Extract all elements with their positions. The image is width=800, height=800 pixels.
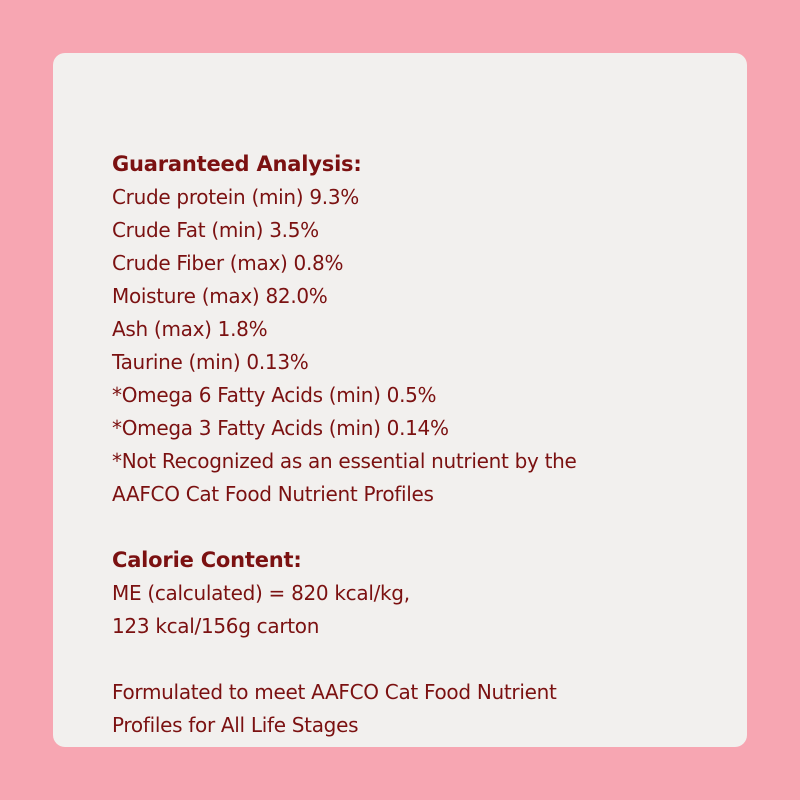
nutrition-card xyxy=(53,53,747,747)
analysis-footnote-line-2: AAFCO Cat Food Nutrient Profiles xyxy=(112,482,434,506)
calorie-line-carton: 123 kcal/156g carton xyxy=(112,614,320,638)
analysis-line-ash: Ash (max) 1.8% xyxy=(112,317,268,341)
calorie-line-me: ME (calculated) = 820 kcal/kg, xyxy=(112,581,410,605)
aafco-statement-line-1: Formulated to meet AAFCO Cat Food Nutrient xyxy=(112,680,557,704)
analysis-line-taurine: Taurine (min) 0.13% xyxy=(112,350,309,374)
guaranteed-analysis-heading: Guaranteed Analysis: xyxy=(112,152,362,176)
analysis-line-omega-3: *Omega 3 Fatty Acids (min) 0.14% xyxy=(112,416,449,440)
aafco-statement-line-2: Profiles for All Life Stages xyxy=(112,713,359,737)
analysis-line-omega-6: *Omega 6 Fatty Acids (min) 0.5% xyxy=(112,383,437,407)
analysis-line-crude-protein: Crude protein (min) 9.3% xyxy=(112,185,359,209)
section-spacer xyxy=(112,511,747,544)
analysis-line-moisture: Moisture (max) 82.0% xyxy=(112,284,328,308)
section-spacer xyxy=(112,643,747,676)
calorie-content-heading: Calorie Content: xyxy=(112,548,302,572)
analysis-line-crude-fiber: Crude Fiber (max) 0.8% xyxy=(112,251,344,275)
analysis-footnote-line-1: *Not Recognized as an essential nutrient by the xyxy=(112,449,577,473)
analysis-line-crude-fat: Crude Fat (min) 3.5% xyxy=(112,218,319,242)
